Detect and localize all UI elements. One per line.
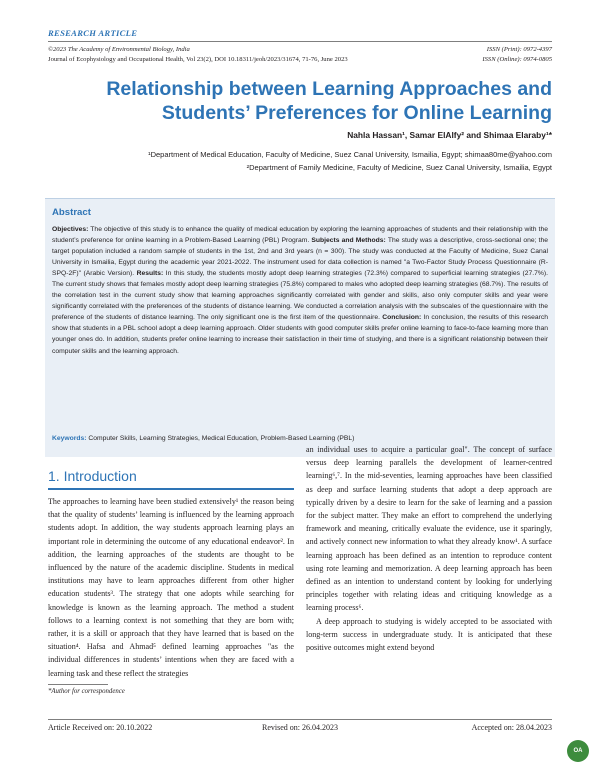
copyright-line: ©2023 The Academy of Environmental Biology, India [48,46,190,53]
keywords-text: Computer Skills, Learning Strategies, Medical Education, Problem-Based Learning (PBL) [86,435,355,442]
footer-divider [48,719,552,720]
intro-paragraph-2: A deep approach to studying is widely accepted to be associated with long-term success in undergraduate study. It is anticipated that these positive outcomes might extend beyond [306,616,552,653]
affiliation-2: ²Department of Family Medicine, Faculty of Medicine, Suez Canal University, Ismailia, Egypt [246,163,552,172]
body-column-left [48,495,294,680]
methods-label: Subjects and Methods: [309,237,386,245]
journal-citation: Journal of Ecophysiology and Occupational Health, Vol 23(2), DOI 10.18311/jeoh/2023/31674, 71-76, June 2023 [48,56,348,63]
title-line-2: Students’ Preferences for Online Learning [161,102,552,124]
issn-block [482,45,552,65]
open-access-badge-icon: OA [567,740,589,762]
section-heading-introduction: 1. Introduction [48,468,137,484]
journal-meta [48,45,348,65]
issn-print: ISSN (Print): 0972-4397 [486,46,552,53]
conclusion-text: In conclusion, the results of this research show that students in a PBL school adopt a deep learning approach. Older students with good computer skills prefer online learning to face-to-face learning more than younger ones do. In addition, students prefer online learning to increase their satisfaction in their time of studying, and there is a significant relationship between their computer skills and the learning approach. [52,314,549,355]
keywords-label: Keywords: [52,435,87,442]
body-column-right [306,443,552,680]
accepted-date: Accepted on: 28.04.2023 [471,723,552,732]
correspondence-footnote: *Author for correspondence [48,688,125,695]
results-label: Results: [134,270,164,278]
results-text: In this study, the students mostly adopt deep learning strategies (72.3%) compared to superficial learning strategies (27.7%). The current study shows that females mostly adopt deep learning strategies (75.8%) compared to males who adopted deep learning strategies (68.7%). The results of the correlation test in the current study show that learning approaches significantly correlated with gender and skills, also only computer skills and year were significantly correlated with the preferences of the students of distance learning. We conducted a correlation analysis with the subscales of the questionnaire with the preference of the students of distance learning. The only significant one is the first item of the questionnaire. [52,270,548,322]
received-date: Article Received on: 20.10.2022 [48,723,153,732]
abstract-body [52,224,548,357]
article-type-label: RESEARCH ARTICLE [48,28,138,38]
affiliation-1: ¹Department of Medical Education, Faculty of Medicine, Suez Canal University, Ismailia, Egypt; shimaa80me@yahoo.com [148,150,552,159]
intro-paragraph-1-continued: an individual uses to acquire a particular goal". The concept of surface versus deep learning parallels the development of learner-centred learning⁶,⁷. In the mid-seventies, learning approaches have been classified as deep and surface learning students that adopt a deep approach are typically driven by a desire to learn for the sake of learning and a passion for the subject matter. They make an effort to comprehend the underlying framework and meaning, critically evaluate the evidence, use it sparingly, and actively connect new information to what they already know¹. A surface learning approach has been defined as an intention to reproduce content using rote learning and memorization. A deep learning approach has been defined as an intention to understand content by looking for underlying principles together with relating ideas and critiquing knowledge as a learning process⁶. [306,445,552,613]
intro-paragraph-1: The approaches to learning have been studied extensively¹ the reason being that the quality of students’ learning is influenced by the learning approach students adopt. In addition, the way students approach learning plays an important role in determining the outcome of any educational endeavor². In addition, the learning approaches of the students are thought to be influenced by the nature of the academic discipline. Students in medical institutions may have to learn approaches different from other higher education students³. The strategy that one adopts while searching for knowledge is known as the learning approach. The method a student follows to a learning context is not something that they are born with; rather, it is a skill or approach that they have learned that is based on the situation⁴. Hafsa and Ahmad⁵ defined learning approaches "as the individual differences in students’ intentions when they are faced with a learning task and these reflect the strategies [48,497,294,678]
methods-text: The study was a descriptive, cross-sectional one; the target population included a random sample of students in the 1st, 2nd and 3rd years (n = 300). The study was conducted at the Faculty of Medicine, Suez Canal University in Ismailia, Egypt during the academic year 2021-2022. The instrument used for data collection is named "a Two-Factor Study Process Questionnaire (R-SPQ-2F)" (Arabic Version). [52,237,548,278]
article-title [48,77,552,125]
objectives-label: Objectives: [52,226,89,233]
abstract-heading: Abstract [52,207,91,218]
keywords-line [52,435,548,442]
revised-date: Revised on: 26.04.2023 [262,723,338,732]
objectives-text: The objective of this study is to enhance the quality of medical education by exploring the learning approaches of students and their relationship with the student’s preference for online learning in a Problem-Based Learning (PBL) Program. [52,226,548,245]
section-heading-underline [48,488,294,490]
footnote-divider [48,684,108,685]
header-divider [48,41,552,42]
author-list: Nahla Hassan¹, Samar ElAlfy² and Shimaa Elaraby¹* [347,130,552,140]
issn-online: ISSN (Online): 0974-0805 [482,56,552,63]
title-line-1: Relationship between Learning Approaches and [106,78,552,100]
conclusion-label: Conclusion: [380,314,422,322]
